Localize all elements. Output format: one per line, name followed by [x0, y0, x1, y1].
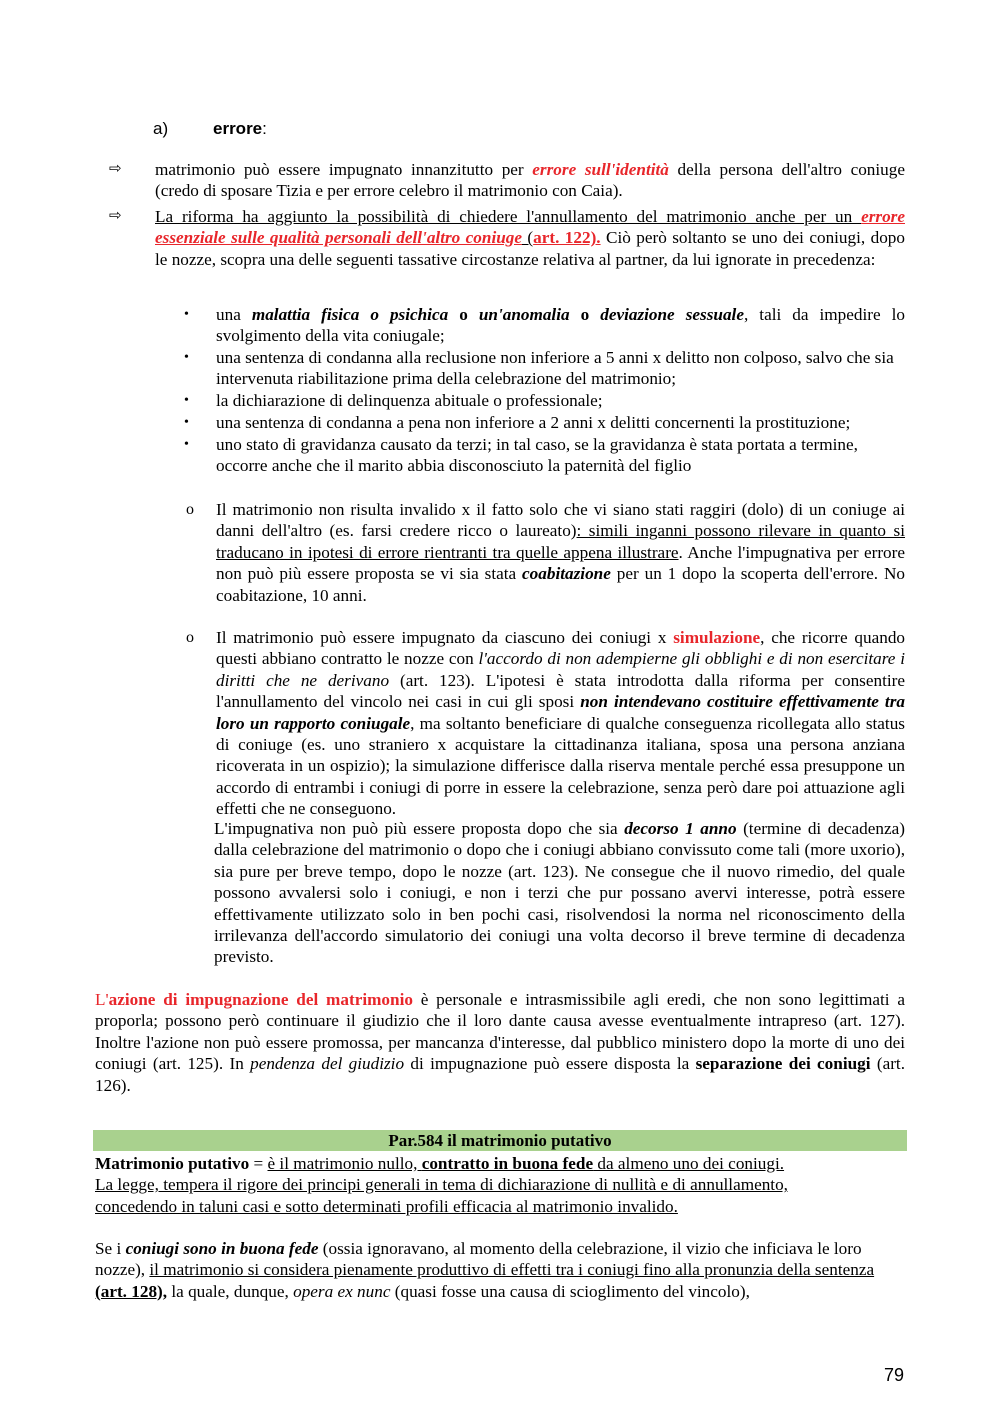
emphasis-text: coabitazione	[522, 564, 611, 584]
underlined-text: La legge, tempera il rigore dei principi generali in tema di dichiarazione di nullità e di annullamento, concedendo in taluni casi e sotto determinati profili efficacia al matrimonio invalido.	[95, 1175, 788, 1216]
underlined-text: il matrimonio si considera pienamente produttivo di effetti tra i coniugi fino alla pronunzia della sentenza	[149, 1260, 875, 1280]
text-run: per un 1 dopo la scoperta dell'errore. No coabitazione, 10 anni.	[216, 564, 905, 605]
o-item-dolo	[216, 499, 905, 606]
bullet-icon: •	[184, 350, 189, 365]
o-item-simulazione	[216, 627, 905, 820]
text-run: (art. 126).	[95, 1054, 905, 1095]
bullet-item-gravidanza: uno stato di gravidanza causato da terzi; in tal caso, se la gravidanza è stata portata a termine, occorre anche che il marito abbia disconosciuto la paternità del figlio	[216, 435, 858, 476]
underlined-text: (	[522, 228, 534, 248]
article-reference: art. 122).	[533, 228, 601, 248]
bullet-icon: •	[184, 307, 189, 322]
bullet-item-delinquenza: la dichiarazione di delinquenza abituale o professionale;	[216, 391, 603, 410]
text-run: o	[569, 305, 601, 324]
section-a-colon: :	[262, 119, 267, 138]
bold-text: separazione dei coniugi	[695, 1054, 871, 1074]
text-run: L'impugnativa non può più essere proposta dopo che sia	[214, 819, 625, 838]
emphasis-text: coniugi sono in buona fede	[125, 1239, 319, 1258]
section-a-heading	[153, 117, 267, 141]
paragraph-buona-fede	[95, 1238, 905, 1302]
highlight-text: errore essenziale sulle qualità personali dell'altro coniuge	[155, 207, 905, 248]
section-heading: Par.584 il matrimonio putativo	[93, 1130, 907, 1151]
arrow-item-identity-error	[155, 159, 905, 202]
circle-bullet-icon: o	[186, 629, 194, 646]
text-run: =	[249, 1154, 268, 1173]
text-run: (ossia ignoravano, al momento della celebrazione, il vizio che inficiava le loro nozze),	[95, 1239, 862, 1280]
text-run: (quasi fosse una causa di scioglimento del vincolo),	[390, 1281, 750, 1301]
text-run: , che ricorre quando questi abbiano contratto le nozze con	[216, 628, 906, 669]
text-run: di impugnazione può essere disposta la	[404, 1054, 696, 1074]
article-reference: (art. 128),	[95, 1281, 168, 1301]
emphasis-text: decorso 1 anno	[624, 819, 737, 838]
text-run: (termine di decadenza) dalla celebrazione del matrimonio o dopo che i coniugi abbiano convissuto come tali (more uxorio), sia pure per breve tempo, dopo le nozze (art. 123). Ne consegue che il nuovo rimedio, del quale possono avvalersi solo i coniugi, e non i terzi che pur possano avervi interesse, potrà essere effettivamente utilizzato solo in ben pochi casi, risolvendosi la norma nel riconoscimento della irrilevanza dell'accordo simulatorio dei coniugi una volta decorso il breve termine di decadenza previsto.	[214, 819, 905, 967]
emphasis-text: un'anomalia	[478, 305, 570, 324]
section-a-label: a)	[153, 119, 169, 138]
emphasis-text: deviazione sessuale	[600, 305, 744, 324]
emphasis-text: non intendevano costituire effettivamente tra loro un rapporto coniugale	[216, 692, 905, 733]
underlined-text: La riforma ha aggiunto la possibilità di chiedere l'annullamento del matrimonio anche per un	[155, 207, 862, 226]
arrow-icon: ⇨	[109, 208, 122, 224]
emphasis-text: malattia fisica o psichica	[251, 305, 449, 324]
highlight-text: simulazione	[673, 628, 761, 647]
text-run: . Anche l'impugnativa per errore non può più essere proposta se vi sia stata	[216, 542, 905, 584]
bold-text: Matrimonio putativo	[95, 1154, 250, 1173]
bullet-item-malattia	[216, 304, 905, 347]
bullet-icon: •	[184, 415, 189, 430]
text-run: è personale e intrasmissibile agli eredi, che non sono legittimati a proporla; possono però continuare il giudizio che il loro dante causa avesse eventualmente intrapreso (art. 127). Inoltre l'azione non può essere promossa, per mancanza d'interesse, dal pubblico ministero dopo la morte di uno dei coniugi (art. 125). In	[95, 990, 905, 1074]
o-item-simulazione-continued	[214, 818, 905, 968]
text-run: o	[448, 305, 479, 324]
paragraph-azione-impugnazione	[95, 989, 905, 1096]
text-run: della persona dell'altro coniuge (credo di sposare Tizia e per errore celebro il matrimonio con Caia).	[155, 160, 905, 201]
underlined-text: da almeno uno dei coniugi.	[593, 1154, 785, 1173]
text-run: L'	[95, 990, 109, 1009]
text-run: Il matrimonio non risulta invalido x il fatto solo che vi siano stati raggiri (dolo) di un coniuge ai danni dell'altro (es. farsi credere ricco o laureato)	[216, 500, 905, 541]
italic-text: pendenza del giudizio	[250, 1054, 405, 1074]
highlight-text: azione di impugnazione del matrimonio	[108, 990, 413, 1009]
underlined-text: : simili inganni possono rilevare in quanto si traducano in ipotesi di errore rientranti tra quelle appena illustrare	[216, 521, 905, 562]
text-run: , ma soltanto beneficiare di qualche conseguenza ricollegata allo status di coniuge (es. uno straniero x acquistare la cittadinanza italiana, sposa una persona anziana ricoverata in un ospizio); la simulazione differisce dalla riserva mentale perché essa presuppone un accordo di entrambi i coniugi di porre in essere la celebrazione, senza però dare poi attuazione agli effetti che ne conseguono.	[216, 713, 905, 819]
text-run: Ciò però soltanto se uno dei coniugi, dopo le nozze, scopra una delle seguenti tassative circostanze relativa al partner, da lui ignorate in precedenza:	[155, 228, 905, 269]
bold-underlined-text: contratto in buona fede	[421, 1154, 594, 1173]
text-run: matrimonio può essere impugnato innanzitutto per	[155, 160, 533, 179]
bullet-item-prostituzione: una sentenza di condanna a pena non inferiore a 2 anni x delitti concernenti la prostituzione;	[216, 413, 851, 432]
highlight-text: errore sull'identità	[532, 160, 669, 179]
text-run: Se i	[95, 1239, 126, 1258]
bullet-icon: •	[184, 393, 189, 408]
section-a-word: errore	[213, 119, 263, 138]
italic-text: l'accordo di non adempierne gli obblighi e di non esercitare i diritti che ne derivano	[216, 649, 905, 690]
text-run: , tali da impedire lo svolgimento della vita coniugale;	[216, 305, 905, 346]
text-run: Il matrimonio può essere impugnato da ciascuno dei coniugi x	[216, 628, 674, 647]
bullet-icon: •	[184, 437, 189, 452]
text-run: una	[216, 305, 252, 324]
page-number: 79	[884, 1365, 905, 1385]
paragraph-putativo-definition	[95, 1153, 855, 1217]
underlined-text: è il matrimonio nullo,	[267, 1154, 422, 1173]
italic-text: opera ex nunc	[293, 1281, 391, 1301]
arrow-item-reform	[155, 206, 905, 270]
circle-bullet-icon: o	[186, 501, 194, 518]
text-run: (art. 123). L'ipotesi è stata introdotta dalla riforma per consentire l'annullamento del vincolo nei casi in cui gli sposi	[216, 670, 905, 712]
arrow-icon: ⇨	[109, 161, 122, 177]
bullet-item-condanna-reclusione: una sentenza di condanna alla reclusione non inferiore a 5 anni x delitto non colposo, salvo che sia intervenuta riabilitazione prima della celebrazione del matrimonio;	[216, 348, 894, 389]
text-run: la quale, dunque,	[167, 1281, 294, 1301]
